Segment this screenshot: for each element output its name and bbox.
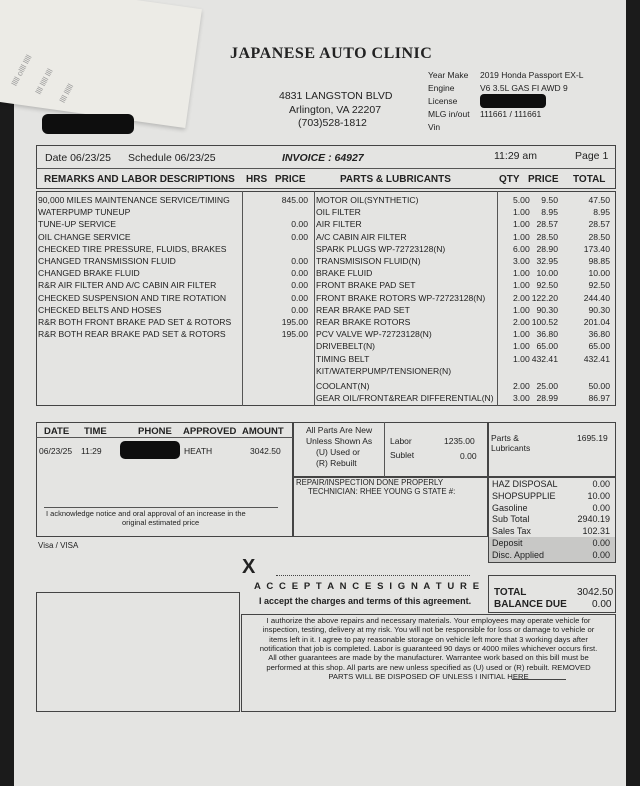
balance-label: BALANCE DUE — [494, 599, 567, 610]
col-remarks: REMARKS AND LABOR DESCRIPTIONS — [44, 174, 235, 185]
part-price: 32.95 — [536, 256, 558, 266]
labor-price: 0.00 — [291, 219, 308, 230]
year-make: 2019 Honda Passport EX-L — [480, 70, 584, 80]
part-price: 100.52 — [531, 317, 558, 327]
part-total: 98.85 — [588, 256, 610, 266]
col-price: PRICE — [275, 174, 306, 185]
parts-note-4: (R) Rebuilt — [316, 458, 357, 468]
shop-phone: (703)528-1812 — [298, 117, 367, 129]
part-total: 92.50 — [588, 280, 610, 291]
labor-price: 0.00 — [291, 256, 308, 266]
pay-amount: 3042.50 — [250, 446, 281, 456]
part-desc: TIMING BELT — [316, 353, 370, 364]
part-price: 90.30 — [536, 304, 558, 315]
inspection-line-1: REPAIR/INSPECTION DONE PROPERLY — [296, 478, 444, 487]
labor-desc: R&R AIR FILTER AND A/C CABIN AIR FILTER — [38, 280, 217, 291]
labor-desc: TUNE-UP SERVICE — [38, 219, 116, 230]
part-total: 36.80 — [588, 329, 610, 340]
col-parts: PARTS & LUBRICANTS — [340, 174, 451, 185]
sublet-total: 0.00 — [460, 451, 477, 461]
acknowledge-text: I acknowledge notice and oral approval of an increase in the — [46, 509, 246, 518]
part-desc: A/C CABIN AIR FILTER — [316, 231, 407, 242]
part-qty: 1.00 — [513, 219, 530, 230]
initial-line[interactable] — [512, 679, 566, 680]
balance-due: 0.00 — [592, 599, 612, 610]
part-total: 173.40 — [583, 243, 610, 254]
parts-list — [316, 196, 614, 406]
terms-text — [243, 617, 614, 709]
labor-total: 1235.00 — [444, 436, 475, 446]
parts-note-3: (U) Used or — [316, 447, 360, 457]
col-hrs: HRS — [246, 174, 268, 185]
part-desc: REAR BRAKE PAD SET — [316, 304, 410, 315]
engine: V6 3.5L GAS FI AWD 9 — [480, 83, 568, 93]
totals-label: HAZ DISPOSAL — [492, 479, 558, 489]
part-qty: 6.00 — [513, 243, 530, 254]
totals-label: Gasoline — [492, 502, 528, 513]
part-qty: 1.00 — [513, 207, 530, 218]
parts-total-label: Parts & — [491, 433, 519, 443]
parts-total: 1695.19 — [577, 433, 608, 443]
shop-city: Arlington, VA 22207 — [289, 104, 382, 116]
acknowledge-text-2: original estimated price — [122, 518, 200, 527]
labor-label: Labor — [390, 436, 412, 446]
pay-time: 11:29 — [81, 446, 102, 456]
terms-line: inspection, testing, delivery at my risk. You will not be responsible for loss or damage to vehicle or — [262, 625, 595, 635]
part-qty: 3.00 — [513, 256, 530, 266]
terms-line: notification that job is completed. Labor is guaranteed 90 days or 4000 miles whichever occurs first. — [259, 643, 598, 653]
totals-label: SHOPSUPPLIE — [492, 490, 556, 501]
invoice-time: 11:29 am — [494, 150, 537, 162]
inspection-line-2: TECHNICIAN: RHEE YOUNG G STATE #: — [308, 487, 456, 496]
labor-desc: CHANGED BRAKE FLUID — [38, 268, 140, 279]
part-price: 28.57 — [536, 219, 558, 230]
part-total: 8.95 — [593, 207, 610, 218]
part-price: 28.50 — [536, 231, 558, 242]
final-total: 3042.50 — [577, 587, 614, 598]
divider — [36, 437, 293, 438]
totals-value: 2940.19 — [577, 514, 610, 525]
part-total: 201.04 — [583, 317, 610, 327]
labor-desc: CHECKED TIRE PRESSURE, FLUIDS, BRAKES — [38, 243, 227, 254]
part-total: 244.40 — [583, 292, 610, 303]
signature-line[interactable] — [276, 575, 470, 576]
mlg-label: MLG in/out — [428, 109, 470, 119]
part-qty: 3.00 — [513, 393, 530, 404]
folded-sticker — [0, 0, 202, 128]
totals-label: Disc. Applied — [492, 549, 545, 560]
shop-address: 4831 LANGSTON BLVD — [279, 90, 393, 102]
parts-note-1: All Parts Are New — [306, 425, 373, 435]
sticker-print: lllll ollll lllll — [9, 53, 34, 88]
pay-time-header: TIME — [84, 426, 107, 437]
redacted-name — [42, 114, 134, 134]
part-desc: REAR BRAKE ROTORS — [316, 317, 411, 327]
labor-price: 195.00 — [281, 317, 308, 327]
terms-line: items left in it. I agree to pay reasonable storage on vehicle left more that 3 working days after — [269, 634, 588, 644]
invoice-number: INVOICE : 64927 — [282, 152, 364, 164]
part-total: 90.30 — [588, 304, 610, 315]
labor-price: 0.00 — [291, 304, 308, 315]
labor-desc: CHECKED BELTS AND HOSES — [38, 304, 162, 315]
totals-label: Deposit — [492, 538, 523, 548]
year-make-label: Year Make — [428, 70, 469, 80]
part-price: 432.41 — [531, 353, 558, 364]
totals-label: Sub Total — [492, 514, 530, 525]
pay-date-header: DATE — [44, 426, 70, 437]
acceptance-title: A C C E P T A N C E S I G N A T U R E — [254, 581, 481, 592]
labor-desc: OIL CHANGE SERVICE — [38, 231, 131, 242]
labor-desc: WATERPUMP TUNEUP — [38, 207, 131, 218]
col-parts-price: PRICE — [528, 174, 559, 185]
part-total: 28.50 — [588, 231, 610, 242]
totals-value: 0.00 — [592, 479, 610, 489]
sublet-label: Sublet — [390, 450, 415, 460]
pay-phone-header: PHONE — [138, 426, 172, 437]
payment-method: Visa / VISA — [38, 541, 79, 550]
part-desc: PCV VALVE WP-72723128(N) — [316, 329, 432, 340]
labor-price: 195.00 — [281, 329, 308, 340]
part-total: 86.97 — [588, 393, 610, 404]
part-desc: FRONT BRAKE ROTORS WP-72723128(N) — [316, 292, 486, 303]
divider — [36, 168, 616, 169]
part-desc: GEAR OIL/FRONT&REAR DIFFERENTIAL(N) — [316, 393, 494, 404]
totals-value: 0.00 — [592, 538, 610, 548]
part-price: 10.00 — [536, 268, 558, 279]
labor-desc: CHANGED TRANSMISSION FLUID — [38, 256, 176, 266]
totals-value: 10.00 — [587, 490, 610, 501]
part-qty: 1.00 — [513, 329, 530, 340]
total-label: TOTAL — [494, 587, 527, 598]
part-qty: 2.00 — [513, 381, 530, 391]
part-desc: TRANSMISISON FLUID(N) — [316, 256, 421, 266]
signature-x: X — [242, 556, 256, 578]
part-qty: 2.00 — [513, 317, 530, 327]
col-total: TOTAL — [573, 174, 606, 185]
part-qty: 1.00 — [513, 280, 530, 291]
part-qty: 1.00 — [513, 341, 530, 352]
part-price: 8.95 — [541, 207, 558, 218]
part-desc: SPARK PLUGS WP-72723128(N) — [316, 243, 446, 254]
customer-box — [36, 592, 240, 712]
page-number: Page 1 — [575, 150, 609, 162]
labor-desc: CHECKED SUSPENSION AND TIRE ROTATION — [38, 292, 227, 303]
part-total: 50.00 — [588, 381, 610, 391]
parts-note-2: Unless Shown As — [306, 436, 373, 446]
totals-value: 0.00 — [592, 502, 610, 513]
terms-line: All other guarantees are made by the manufacturer. Warrantee work based on this bill must be — [268, 653, 589, 663]
sticker-print: llll llllll — [57, 82, 76, 105]
part-qty: 2.00 — [513, 292, 530, 303]
labor-price: 845.00 — [281, 195, 308, 205]
part-total: 47.50 — [588, 195, 610, 205]
part-qty: 1.00 — [513, 231, 530, 242]
pay-amount-header: AMOUNT — [242, 426, 284, 437]
redacted-phone — [120, 441, 180, 459]
part-qty: 1.00 — [513, 353, 530, 364]
labor-desc: R&R BOTH FRONT BRAKE PAD SET & ROTORS — [38, 317, 232, 327]
pay-date: 06/23/25 — [39, 446, 73, 456]
mlg: 111661 / 111661 — [480, 109, 542, 119]
shop-name: JAPANESE AUTO CLINIC — [230, 45, 433, 62]
part-desc: COOLANT(N) — [316, 381, 370, 391]
parts-total-label-2: Lubricants — [491, 443, 531, 453]
part-desc: FRONT BRAKE PAD SET — [316, 280, 416, 291]
part-price: 28.99 — [536, 393, 558, 404]
labor-price: 0.00 — [291, 280, 308, 291]
invoice-date: Date 06/23/25 — [45, 152, 111, 164]
part-desc: OIL FILTER — [316, 207, 361, 218]
invoice-paper — [9, 0, 626, 786]
sticker-print: llll lllll llll — [33, 67, 55, 96]
part-price: 28.90 — [536, 243, 558, 254]
divider — [384, 422, 385, 477]
engine-label: Engine — [428, 83, 455, 93]
labor-price: 0.00 — [291, 268, 308, 279]
part-price: 92.50 — [536, 280, 558, 291]
labor-desc: R&R BOTH REAR BRAKE PAD SET & ROTORS — [38, 329, 226, 340]
part-total: 28.57 — [588, 219, 610, 230]
part-price: 25.00 — [536, 381, 558, 391]
labor-desc: 90,000 MILES MAINTENANCE SERVICE/TIMING — [38, 195, 230, 205]
pay-approved-header: APPROVED — [183, 426, 237, 437]
part-price: 65.00 — [536, 341, 558, 352]
part-total: 65.00 — [588, 341, 610, 352]
part-desc: BRAKE FLUID — [316, 268, 373, 279]
totals-value: 0.00 — [592, 549, 610, 560]
col-qty: QTY — [499, 174, 520, 185]
totals-list — [490, 478, 614, 562]
terms-line: PARTS WILL BE DISPOSED OF UNLESS I INITIAL HERE — [328, 671, 529, 681]
totals-label: Sales Tax — [492, 526, 531, 537]
acceptance-text: I accept the charges and terms of this agreement. — [259, 596, 472, 606]
vin-label: Vin — [428, 122, 441, 132]
part-qty: 5.00 — [513, 195, 530, 205]
part-total: 432.41 — [583, 353, 610, 364]
license-label: License — [428, 96, 458, 106]
labor-price: 0.00 — [291, 231, 308, 242]
divider — [44, 507, 278, 508]
part-desc: DRIVEBELT(N) — [316, 341, 376, 352]
part-total: 10.00 — [588, 268, 610, 279]
pay-approved: HEATH — [184, 446, 213, 456]
part-desc: AIR FILTER — [316, 219, 362, 230]
part-desc: KIT/WATERPUMP/TENSIONER(N) — [316, 365, 452, 376]
part-price: 122.20 — [531, 292, 558, 303]
schedule-date: Schedule 06/23/25 — [128, 152, 216, 164]
part-qty: 1.00 — [513, 268, 530, 279]
terms-line: I authorize the above repairs and necessary materials. Your employees may operate vehicle for — [266, 616, 591, 625]
part-qty: 1.00 — [513, 304, 530, 315]
totals-value: 102.31 — [582, 526, 610, 537]
terms-line: performed at this shop. All parts are new unless specified as (U) used or (R) rebuilt. REMOVED — [266, 662, 591, 672]
part-price: 9.50 — [541, 195, 558, 205]
part-desc: MOTOR OIL(SYNTHETIC) — [316, 195, 419, 205]
part-price: 36.80 — [536, 329, 558, 340]
labor-list — [38, 196, 314, 346]
redacted-license — [480, 94, 546, 108]
divider — [314, 191, 315, 406]
labor-price: 0.00 — [291, 292, 308, 303]
